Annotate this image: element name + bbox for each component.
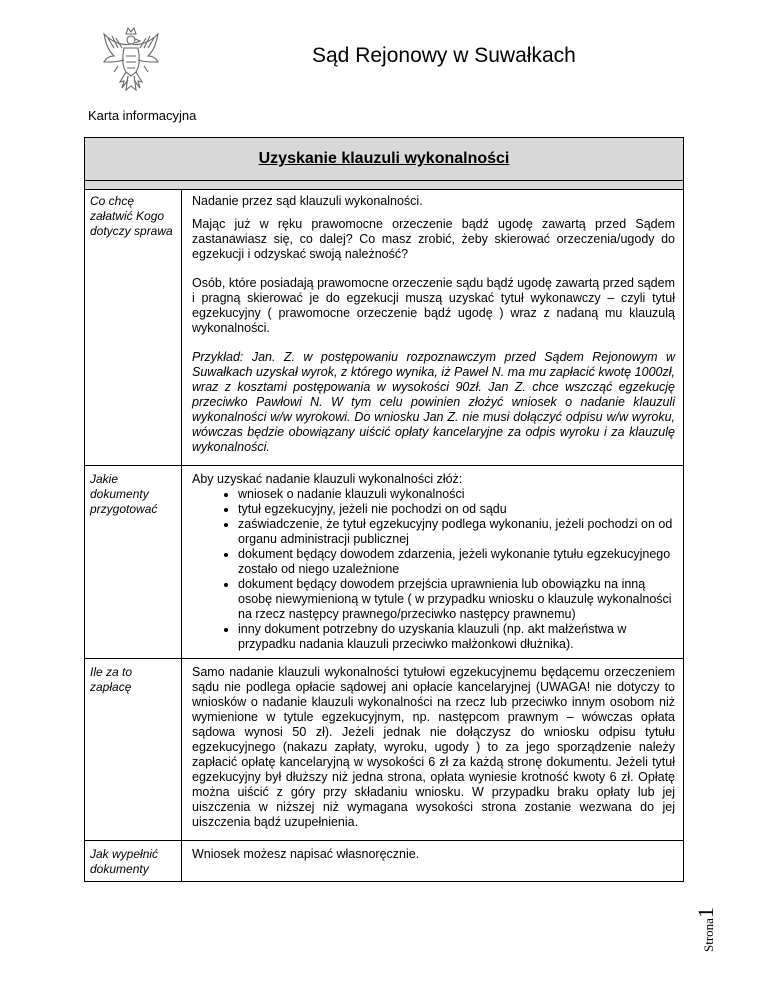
page-digit: 1 bbox=[693, 907, 718, 919]
card-title: Uzyskanie klauzuli wykonalności bbox=[85, 138, 684, 181]
paragraph: Mając już w ręku prawomocne orzeczenie bądź ugodę zawartą przed Sądem zastanawiasz się, co dalej? Co masz zrobić, żeby skierować orzeczenia/ugody do egzekucji i odzyskać swoją należność? bbox=[192, 217, 675, 261]
list-item: • zaświadczenie, że tytuł egzekucyjny podlega wykonaniu, jeżeli pochodzi on od organu administracji publicznej bbox=[238, 517, 675, 547]
court-name: Sąd Rejonowy w Suwałkach bbox=[312, 44, 576, 67]
list-intro: Aby uzyskać nadanie klauzuli wykonalności złóż: bbox=[192, 472, 463, 486]
example-paragraph: Przykład: Jan. Z. w postępowaniu rozpoznawczym przed Sądem Rejonowym w Suwałkach uzyskał wyrok, z którego wynika, iż Paweł N. ma mu zapłacić kwotę 1000zł, wraz z kosztami postępowania w wysokości 90zł. Jan Z. chce wszcząć egzekucję przeciwko Pawłowi N. W tym celu powinien złożyć wniosek o nadanie klauzuli wykonalności w/w wyrokowi. Do wniosku Jan Z. nie musi dołączyć odpisu w/w wyroku, wówczas będzie obowiązany uiścić opłaty kancelaryjne za odpis wyroku i za klauzulę wykonalności. bbox=[192, 350, 675, 454]
page-number bbox=[693, 907, 719, 952]
row-documents bbox=[85, 466, 684, 659]
page-word: Strona bbox=[701, 918, 716, 952]
row-label: Ile za to zapłacę bbox=[85, 659, 182, 841]
row-content bbox=[182, 466, 684, 659]
list-item: • inny dokument potrzebny do uzyskania klauzuli (np. akt małżeństwa w przypadku nadania klauzuli przeciwko małżonkowi dłużnika). bbox=[238, 622, 675, 652]
row-label: Jakie dokumenty przygotować bbox=[85, 466, 182, 659]
document-type: Karta informacyjna bbox=[88, 108, 197, 123]
row-matter bbox=[85, 190, 684, 466]
row-label: Jak wypełnić dokumenty bbox=[85, 841, 182, 882]
row-label: Co chcę załatwić Kogo dotyczy sprawa bbox=[85, 190, 182, 466]
row-content bbox=[182, 190, 684, 466]
paragraph: Osób, które posiadają prawomocne orzeczenie sądu bądź ugodę zawartą przed sądem i pragną skierować je do egzekucji muszą uzyskać tytuł wykonawczy – czyli tytuł egzekucyjny ( prawomocne orzeczenie bądź ugodę ) wraz z nadaną mu klauzulą wykonalności. bbox=[192, 276, 675, 335]
documents-list bbox=[192, 487, 675, 652]
paragraph: Nadanie przez sąd klauzuli wykonalności. bbox=[192, 194, 423, 208]
spacer-row bbox=[85, 181, 684, 190]
list-item: • dokument będący dowodem przejścia uprawnienia lub obowiązku na inną osobę niewymienioną w tytule ( w przypadku wniosku o klauzulę wykonalności na rzecz następcy prawnego/przeciwko następcy prawnemu) bbox=[238, 577, 675, 622]
list-item: • tytuł egzekucyjny, jeżeli nie pochodzi on od sądu bbox=[238, 502, 675, 517]
polish-eagle-emblem bbox=[100, 26, 162, 96]
row-content: Wniosek możesz napisać własnoręcznie. bbox=[182, 841, 684, 882]
row-filling bbox=[85, 841, 684, 882]
info-card-table bbox=[84, 137, 684, 882]
row-fees bbox=[85, 659, 684, 841]
list-item: • wniosek o nadanie klauzuli wykonalności bbox=[238, 487, 675, 502]
row-content: Samo nadanie klauzuli wykonalności tytułowi egzekucyjnemu będącemu orzeczeniem sądu nie podlega opłacie sądowej ani opłacie kancelaryjnej (UWAGA! nie dotyczy to wniosków o nadanie klauzuli wykonalności na rzecz lub przeciwko innym osobom niż wymienione w tytule egzekucyjnym, np. następcom prawnym – wówczas opłata sądowa wynosi 50 zł). Jeżeli jednak nie dołączysz do wniosku odpisu tytułu egzekucyjnego (nakazu zapłaty, wyroku, ugody ) to za jego sporządzenie należy zapłacić opłatę kancelaryjną w wysokości 6 zł za każdą stronę dokumentu. Jeżeli tytuł egzekucyjny był dłuższy niż jedna strona, opłata wyniesie krotność kwoty 6 zł. Opłatę można uiścić z góry przy składaniu wniosku. W przypadku braku opłaty lub jej uiszczenia w niższej niż wymagana wysokości strona zostanie wezwana do jej uiszczenia bądź uzupełnienia. bbox=[182, 659, 684, 841]
list-item: • dokument będący dowodem zdarzenia, jeżeli wykonanie tytułu egzekucyjnego zostało od niego uzależnione bbox=[238, 547, 675, 577]
